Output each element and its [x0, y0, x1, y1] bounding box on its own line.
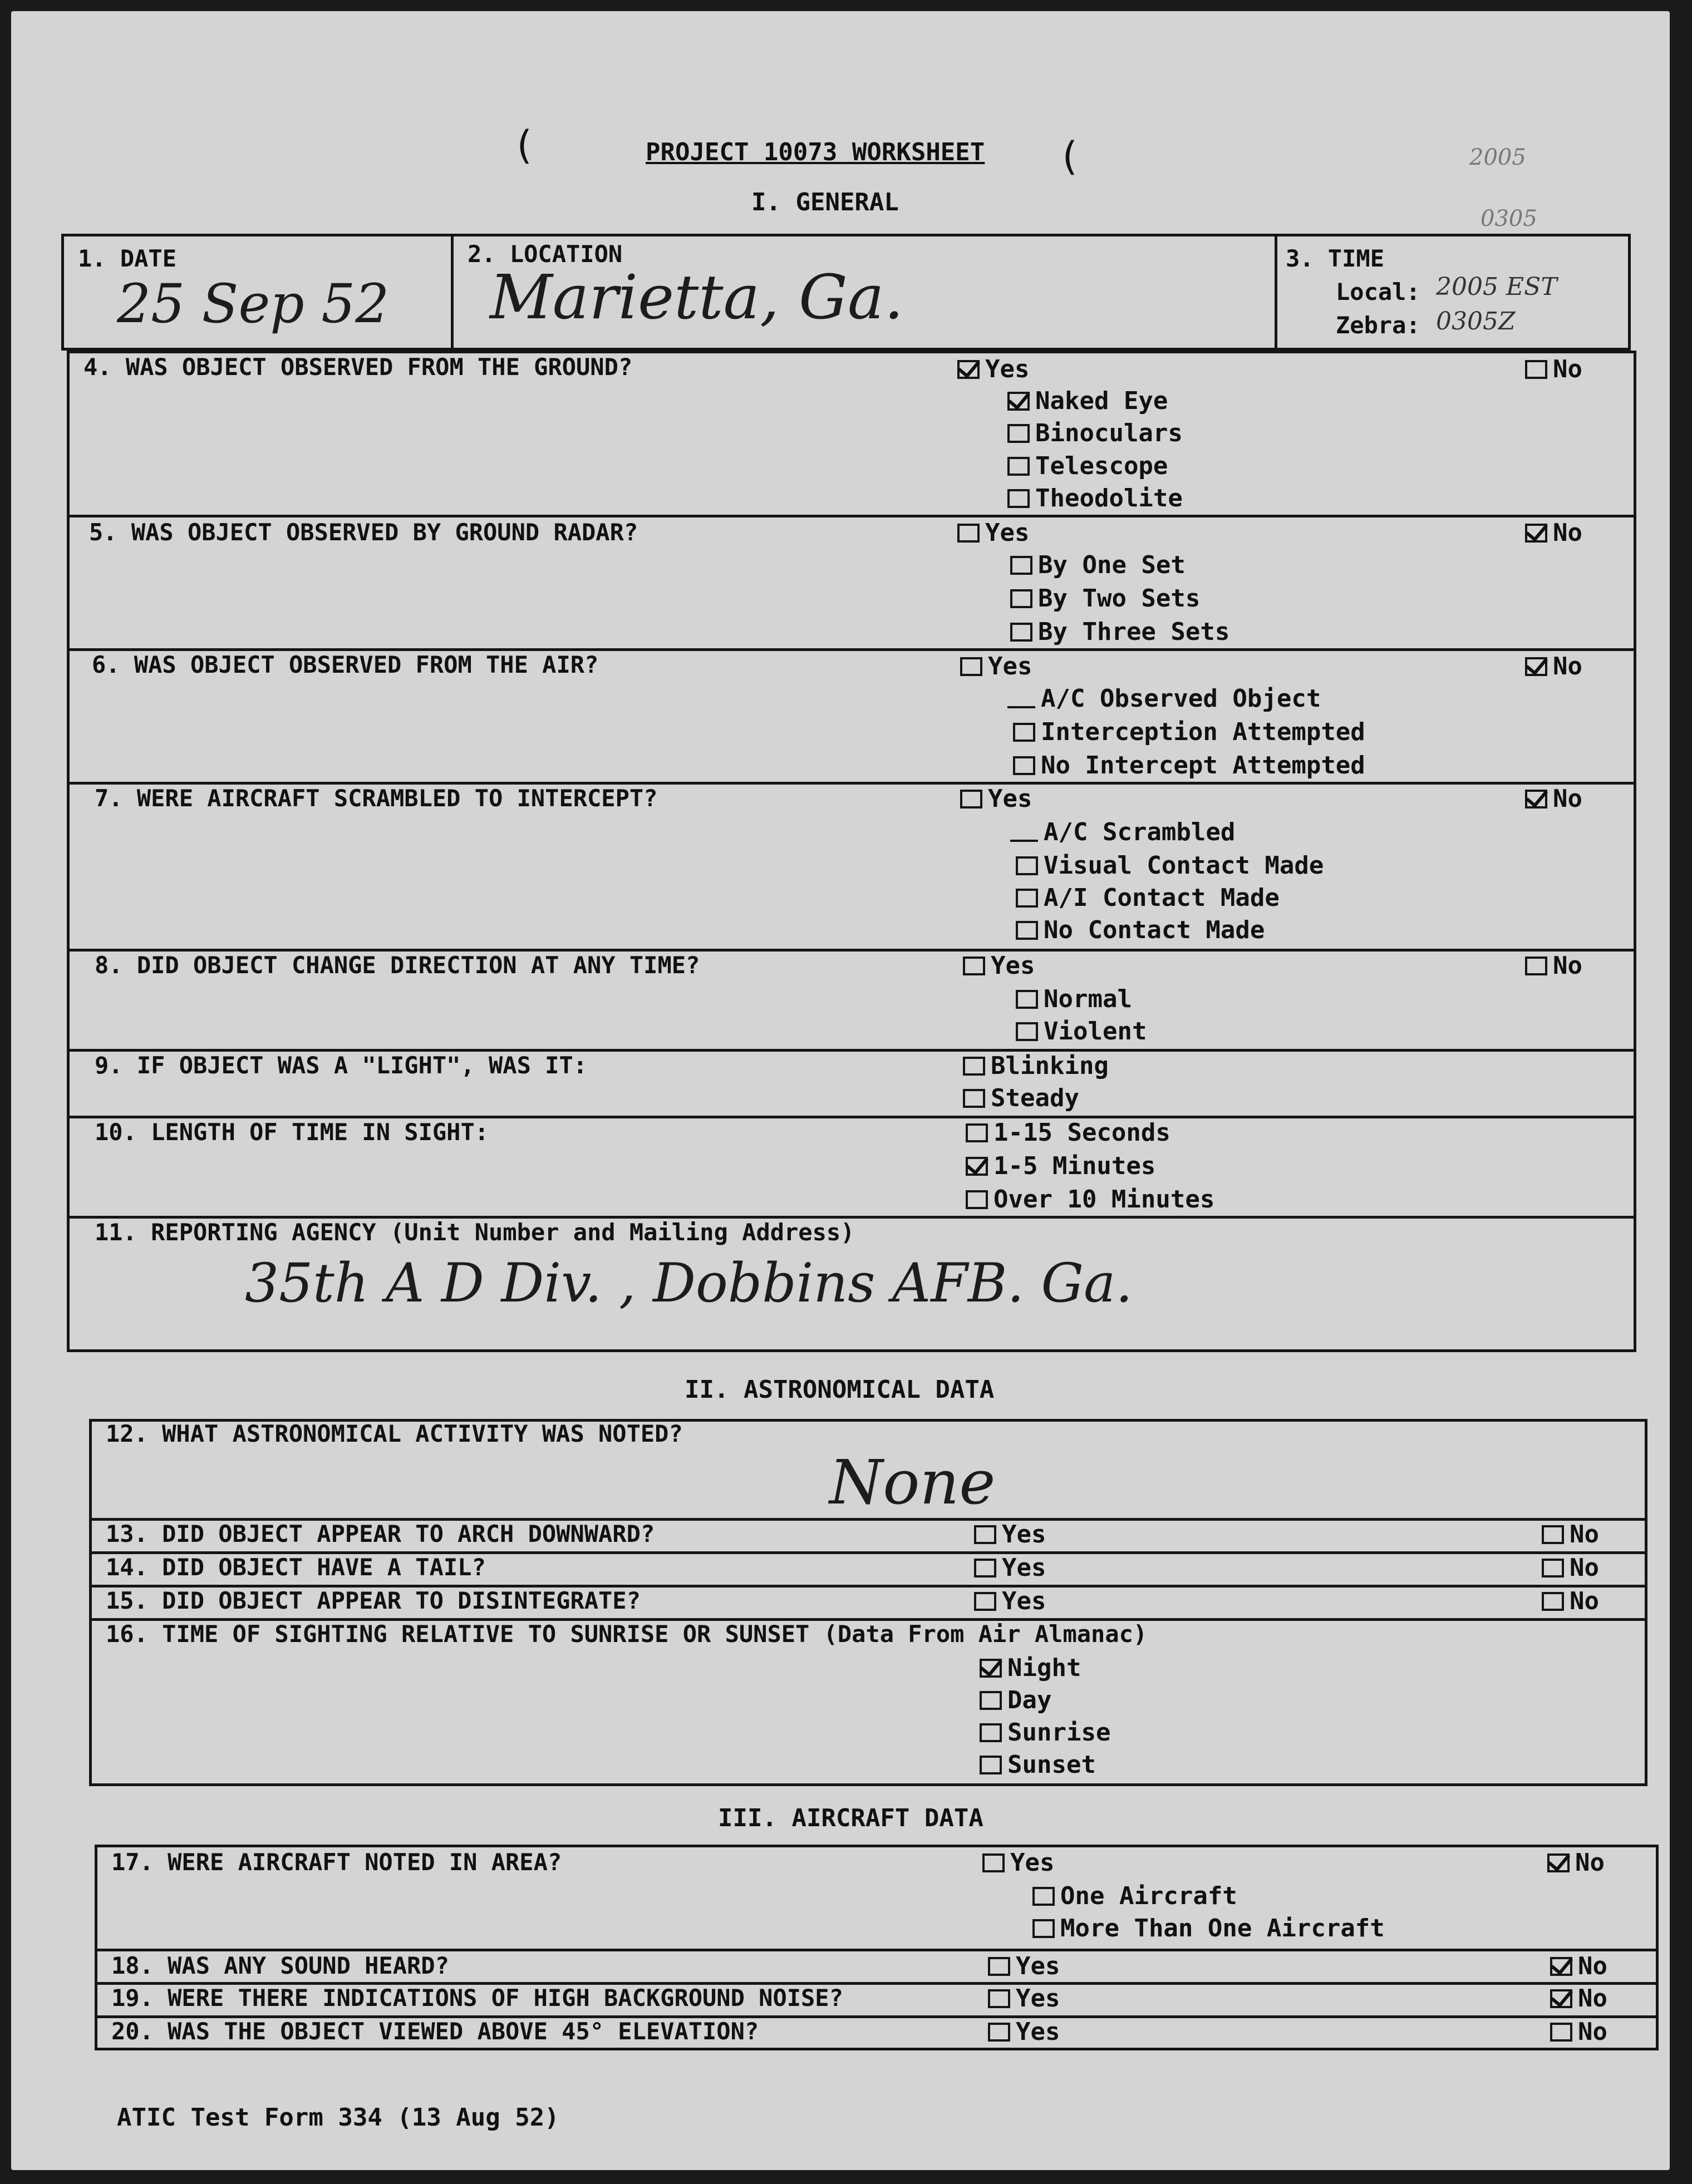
- q8-no[interactable]: No: [1525, 952, 1582, 980]
- q10-label: 10. LENGTH OF TIME IN SIGHT:: [95, 1118, 489, 1146]
- q5-option-three-sets[interactable]: By Three Sets: [1010, 618, 1229, 646]
- checkbox[interactable]: [980, 1756, 1002, 1774]
- q8-yes[interactable]: Yes: [963, 952, 1035, 980]
- q4-yes[interactable]: Yes: [957, 355, 1029, 383]
- q19-label: 19. WERE THERE INDICATIONS OF HIGH BACKGROUND NOISE?: [111, 1984, 843, 2012]
- checkbox[interactable]: [960, 790, 982, 808]
- row-divider: [95, 1949, 1659, 1951]
- date-value: 25 Sep 52: [117, 273, 390, 335]
- q8-label: 8. DID OBJECT CHANGE DIRECTION AT ANY TIME?: [95, 952, 700, 979]
- q8-option-normal[interactable]: Normal: [1016, 985, 1132, 1013]
- q7-option-visual-contact[interactable]: Visual Contact Made: [1016, 851, 1324, 880]
- q11-value: 35th A D Div. , Dobbins AFB. Ga.: [245, 1252, 1133, 1314]
- row-divider: [67, 515, 1636, 517]
- checkbox[interactable]: [1007, 424, 1030, 443]
- q5-label: 5. WAS OBJECT OBSERVED BY GROUND RADAR?: [89, 519, 638, 546]
- q17-option-more[interactable]: More Than One Aircraft: [1032, 1914, 1385, 1943]
- q6-no[interactable]: No: [1525, 652, 1582, 681]
- q17-option-one[interactable]: One Aircraft: [1032, 1882, 1237, 1910]
- checkbox[interactable]: [1013, 756, 1035, 775]
- q19-yes[interactable]: Yes: [988, 1984, 1060, 2013]
- q19-no[interactable]: No: [1550, 1984, 1607, 2013]
- location-label: 2. LOCATION: [468, 240, 623, 268]
- q13-no[interactable]: No: [1542, 1520, 1599, 1549]
- checkbox[interactable]: [980, 1723, 1002, 1742]
- q17-no[interactable]: No: [1547, 1848, 1605, 1877]
- q20-yes[interactable]: Yes: [988, 2018, 1060, 2046]
- checkbox[interactable]: [1525, 957, 1547, 975]
- q17-yes[interactable]: Yes: [982, 1848, 1054, 1877]
- form-footer: ATIC Test Form 334 (13 Aug 52): [117, 2103, 559, 2132]
- divider: [451, 234, 454, 351]
- section-general: I. GENERAL: [751, 188, 899, 216]
- q6-label: 6. WAS OBJECT OBSERVED FROM THE AIR?: [92, 651, 599, 678]
- checkbox[interactable]: [966, 1190, 988, 1209]
- checkbox[interactable]: [1010, 589, 1032, 608]
- date-label: 1. DATE: [78, 245, 177, 272]
- q14-no[interactable]: No: [1542, 1554, 1599, 1582]
- time-label: 3. TIME: [1286, 245, 1385, 272]
- q9-option-blinking[interactable]: Blinking: [963, 1052, 1109, 1080]
- margin-note-1: 2005: [1469, 145, 1526, 170]
- q13-yes[interactable]: Yes: [974, 1520, 1046, 1549]
- q5-option-one-set[interactable]: By One Set: [1010, 551, 1186, 579]
- checkbox-checked[interactable]: [1525, 790, 1547, 808]
- q10-option-minutes[interactable]: 1-5 Minutes: [966, 1152, 1155, 1180]
- checkbox[interactable]: [980, 1691, 1002, 1710]
- blank-line: [1010, 823, 1038, 842]
- q10-option-seconds[interactable]: 1-15 Seconds: [966, 1118, 1170, 1147]
- checkbox-checked[interactable]: [1525, 657, 1547, 676]
- divider: [1275, 234, 1277, 351]
- q6-option-ac-observed[interactable]: A/C Observed Object: [1007, 684, 1321, 713]
- checkbox[interactable]: [1016, 1022, 1038, 1041]
- q6-option-no-intercept[interactable]: No Intercept Attempted: [1013, 751, 1365, 780]
- checkbox-checked[interactable]: [1547, 1853, 1570, 1872]
- q9-option-steady[interactable]: Steady: [963, 1084, 1079, 1112]
- checkbox-checked[interactable]: [966, 1157, 988, 1176]
- q14-label: 14. DID OBJECT HAVE A TAIL?: [106, 1554, 486, 1581]
- checkbox-checked[interactable]: [1007, 392, 1030, 411]
- q12-value: None: [829, 1447, 996, 1518]
- location-value: Marietta, Ga.: [490, 262, 904, 333]
- q7-option-no-contact[interactable]: No Contact Made: [1016, 916, 1265, 944]
- checkbox[interactable]: [1013, 723, 1035, 742]
- q12-label: 12. WHAT ASTRONOMICAL ACTIVITY WAS NOTED?: [106, 1420, 683, 1447]
- checkbox[interactable]: [1016, 921, 1038, 940]
- checkbox-checked[interactable]: [957, 360, 980, 379]
- q15-no[interactable]: No: [1542, 1587, 1599, 1615]
- q6-option-interception-attempted[interactable]: Interception Attempted: [1013, 718, 1365, 746]
- q10-option-over-10[interactable]: Over 10 Minutes: [966, 1185, 1214, 1214]
- checkbox[interactable]: [1032, 1919, 1055, 1938]
- checkbox[interactable]: [988, 1989, 1010, 2008]
- checkbox[interactable]: [963, 1089, 985, 1108]
- checkbox[interactable]: [1550, 2023, 1572, 2042]
- checkbox[interactable]: [974, 1559, 996, 1577]
- q7-yes[interactable]: Yes: [960, 785, 1032, 813]
- margin-note-2: 0305: [1480, 206, 1537, 231]
- checkbox[interactable]: [1525, 360, 1547, 379]
- q6-yes[interactable]: Yes: [960, 652, 1032, 681]
- local-value: 2005 EST: [1436, 273, 1557, 301]
- checkbox[interactable]: [1010, 623, 1032, 642]
- q14-yes[interactable]: Yes: [974, 1554, 1046, 1582]
- q20-no[interactable]: No: [1550, 2018, 1607, 2046]
- q16-option-sunset[interactable]: Sunset: [980, 1751, 1096, 1779]
- paren-left: (: [512, 122, 536, 168]
- q7-option-ac-scrambled[interactable]: A/C Scrambled: [1010, 818, 1235, 846]
- checkbox-checked[interactable]: [1550, 1989, 1572, 2008]
- local-label: Local:: [1336, 278, 1420, 305]
- questions-general-box: [67, 351, 1636, 1352]
- checkbox[interactable]: [963, 957, 985, 975]
- checkbox[interactable]: [988, 2023, 1010, 2042]
- q18-yes[interactable]: Yes: [988, 1952, 1060, 1980]
- checkbox[interactable]: [1010, 556, 1032, 575]
- q8-option-violent[interactable]: Violent: [1016, 1017, 1147, 1046]
- checkbox[interactable]: [1016, 856, 1038, 875]
- q7-label: 7. WERE AIRCRAFT SCRAMBLED TO INTERCEPT?: [95, 785, 658, 812]
- q11-label: 11. REPORTING AGENCY (Unit Number and Mailing Address): [95, 1219, 855, 1246]
- q4-option-binoculars[interactable]: Binoculars: [1007, 419, 1183, 447]
- checkbox[interactable]: [1542, 1559, 1564, 1577]
- checkbox[interactable]: [960, 657, 982, 676]
- paren-right: (: [1058, 134, 1081, 179]
- checkbox[interactable]: [1007, 489, 1030, 508]
- q9-label: 9. IF OBJECT WAS A "LIGHT", WAS IT:: [95, 1052, 588, 1079]
- q7-option-ai-contact[interactable]: A/I Contact Made: [1016, 884, 1280, 912]
- checkbox[interactable]: [957, 524, 980, 543]
- q4-label: 4. WAS OBJECT OBSERVED FROM THE GROUND?: [83, 353, 633, 381]
- checkbox[interactable]: [1542, 1525, 1564, 1544]
- q16-option-day[interactable]: Day: [980, 1686, 1051, 1714]
- q4-option-theodolite[interactable]: Theodolite: [1007, 484, 1183, 512]
- q16-option-night[interactable]: Night: [980, 1654, 1081, 1682]
- q5-option-two-sets[interactable]: By Two Sets: [1010, 584, 1200, 613]
- checkbox-checked[interactable]: [1525, 524, 1547, 543]
- q17-label: 17. WERE AIRCRAFT NOTED IN AREA?: [111, 1848, 562, 1876]
- checkbox[interactable]: [974, 1592, 996, 1611]
- q15-yes[interactable]: Yes: [974, 1587, 1046, 1615]
- q5-yes[interactable]: Yes: [957, 519, 1029, 547]
- checkbox[interactable]: [1542, 1592, 1564, 1611]
- q15-label: 15. DID OBJECT APPEAR TO DISINTEGRATE?: [106, 1587, 641, 1614]
- q20-label: 20. WAS THE OBJECT VIEWED ABOVE 45° ELEVATION?: [111, 2018, 759, 2045]
- q4-option-telescope[interactable]: Telescope: [1007, 452, 1168, 480]
- q4-no[interactable]: No: [1525, 355, 1582, 383]
- worksheet-paper: [11, 11, 1670, 2170]
- checkbox[interactable]: [963, 1057, 985, 1076]
- zebra-value: 0305Z: [1436, 307, 1516, 336]
- section-aircraft: III. AIRCRAFT DATA: [718, 1804, 983, 1832]
- q16-label: 16. TIME OF SIGHTING RELATIVE TO SUNRISE OR SUNSET (Data From Air Almanac): [106, 1620, 1148, 1648]
- checkbox-checked[interactable]: [980, 1659, 1002, 1678]
- q5-no[interactable]: No: [1525, 519, 1582, 547]
- checkbox[interactable]: [966, 1123, 988, 1142]
- blank-line: [1007, 689, 1035, 708]
- checkbox[interactable]: [1032, 1887, 1055, 1906]
- section-astronomical: II. ASTRONOMICAL DATA: [685, 1376, 995, 1404]
- checkbox[interactable]: [988, 1957, 1010, 1976]
- checkbox-checked[interactable]: [1550, 1957, 1572, 1976]
- q18-no[interactable]: No: [1550, 1952, 1607, 1980]
- q18-label: 18. WAS ANY SOUND HEARD?: [111, 1952, 449, 1979]
- q4-option-naked-eye[interactable]: Naked Eye: [1007, 387, 1168, 415]
- q7-no[interactable]: No: [1525, 785, 1582, 813]
- checkbox[interactable]: [974, 1525, 996, 1544]
- checkbox[interactable]: [1007, 457, 1030, 476]
- checkbox[interactable]: [982, 1853, 1005, 1872]
- checkbox[interactable]: [1016, 889, 1038, 908]
- q13-label: 13. DID OBJECT APPEAR TO ARCH DOWNWARD?: [106, 1520, 655, 1547]
- zebra-label: Zebra:: [1336, 312, 1420, 339]
- checkbox[interactable]: [1016, 990, 1038, 1009]
- q16-option-sunrise[interactable]: Sunrise: [980, 1718, 1110, 1747]
- page-title: PROJECT 10073 WORKSHEET: [646, 138, 985, 166]
